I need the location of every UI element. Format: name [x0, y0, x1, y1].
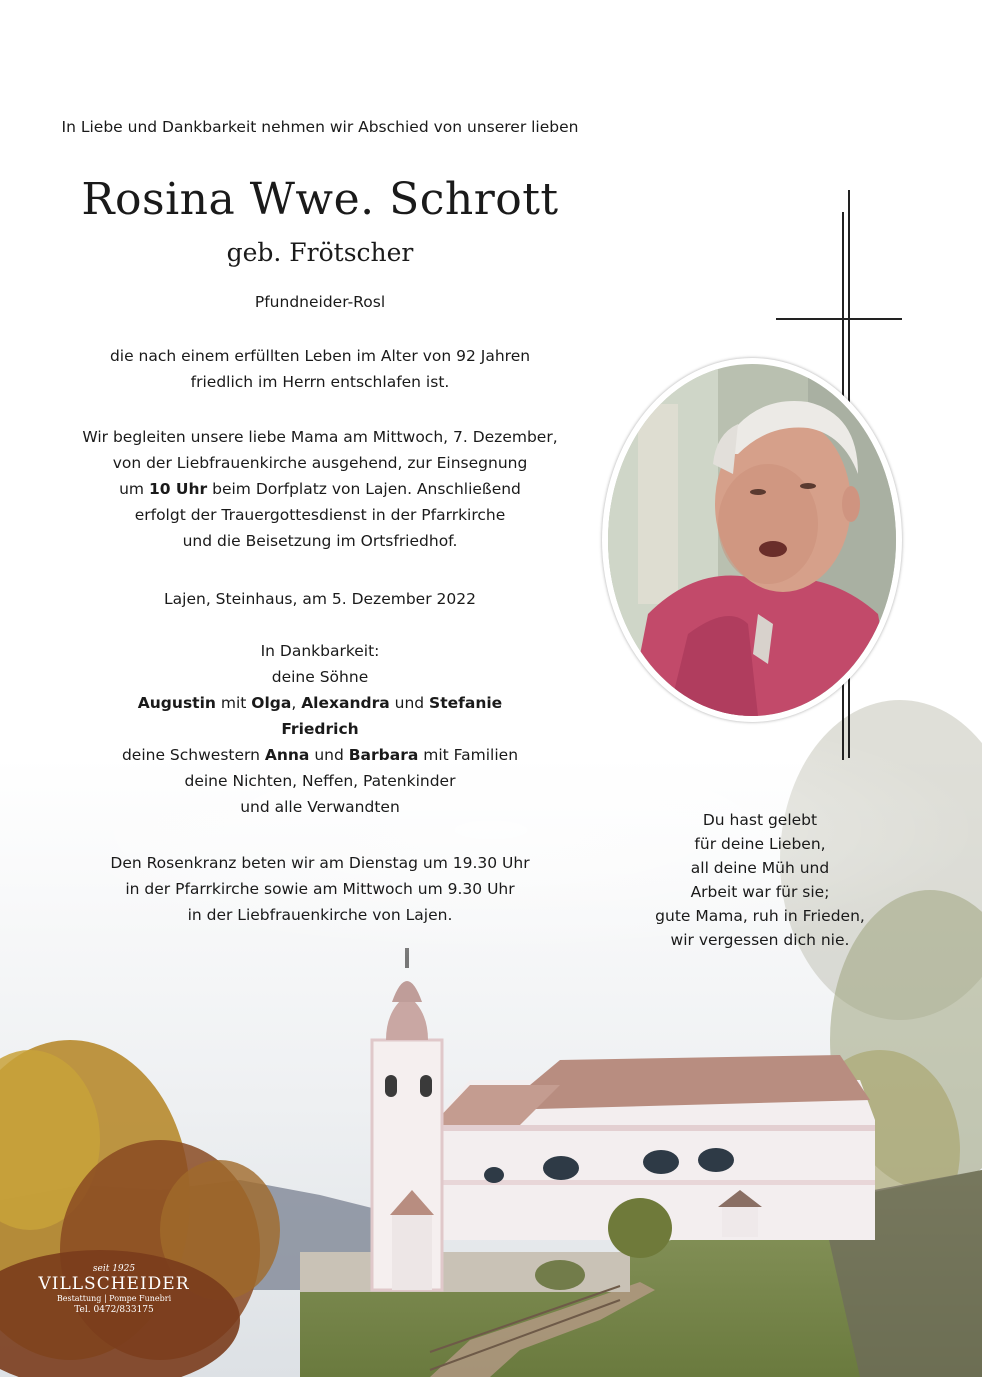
rosary-line: in der Pfarrkirche sowie am Mittwoch um 9.30 Uhr	[125, 880, 515, 898]
portrait-photo	[608, 364, 896, 716]
funeral-line: um 10 Uhr beim Dorfplatz von Lajen. Anschließend	[119, 480, 521, 498]
logo-phone: Tel. 0472/833175	[74, 1305, 154, 1315]
poem-line: all deine Müh und	[690, 859, 830, 877]
maiden-name: geb. Frötscher	[226, 238, 414, 267]
poem	[620, 808, 900, 952]
cross-icon-bar	[776, 318, 902, 320]
poem-line: für deine Lieben,	[694, 835, 826, 853]
relatives-line: und alle Verwandten	[240, 798, 400, 816]
portrait-frame	[602, 358, 902, 722]
logo-subtitle: Bestattung | Pompe Funebri	[56, 1294, 172, 1303]
poem-line: Du hast gelebt	[702, 811, 818, 829]
logo-since: seit 1925	[92, 1264, 136, 1274]
place-date: Lajen, Steinhaus, am 5. Dezember 2022	[164, 590, 476, 608]
rosary-line: Den Rosenkranz beten wir am Dienstag um 19.30 Uhr	[110, 854, 530, 872]
sons-label: deine Söhne	[271, 668, 369, 686]
passing-line: friedlich im Herrn entschlafen ist.	[190, 373, 450, 391]
intro-text: In Liebe und Dankbarkeit nehmen wir Abschied von unserer lieben	[61, 118, 579, 136]
funeral-line: von der Liebfrauenkirche ausgehend, zur Einsegnung	[112, 454, 528, 472]
logo-name: VILLSCHEIDER	[38, 1274, 190, 1294]
poem-line: gute Mama, ruh in Frieden,	[655, 907, 865, 925]
poem-line: wir vergessen dich nie.	[670, 931, 850, 949]
passing-text	[60, 343, 580, 395]
rosary-text	[60, 850, 580, 928]
deceased-name: Rosina Wwe. Schrott	[81, 174, 559, 225]
sisters-line: deine Schwestern Anna und Barbara mit Familien	[121, 746, 519, 764]
mourners-list	[60, 638, 580, 820]
mourners-heading: In Dankbarkeit:	[260, 642, 380, 660]
rosary-line: in der Liebfrauenkirche von Lajen.	[187, 906, 453, 924]
passing-line: die nach einem erfüllten Leben im Alter von 92 Jahren	[109, 347, 531, 365]
nickname: Pfundneider-Rosl	[254, 293, 386, 311]
funeral-text	[60, 424, 580, 554]
nieces-line: deine Nichten, Neffen, Patenkinder	[184, 772, 456, 790]
sons-line: Augustin mit Olga, Alexandra und Stefanie	[137, 694, 503, 712]
funeral-line: Wir begleiten unsere liebe Mama am Mittwoch, 7. Dezember,	[82, 428, 558, 446]
funeral-time: 10 Uhr	[148, 480, 208, 498]
son-friedrich: Friedrich	[281, 720, 359, 738]
funeral-home-logo	[24, 1264, 204, 1315]
funeral-line: erfolgt der Trauergottesdienst in der Pfarrkirche	[134, 506, 506, 524]
poem-line: Arbeit war für sie;	[690, 883, 830, 901]
funeral-line: und die Beisetzung im Ortsfriedhof.	[182, 532, 458, 550]
